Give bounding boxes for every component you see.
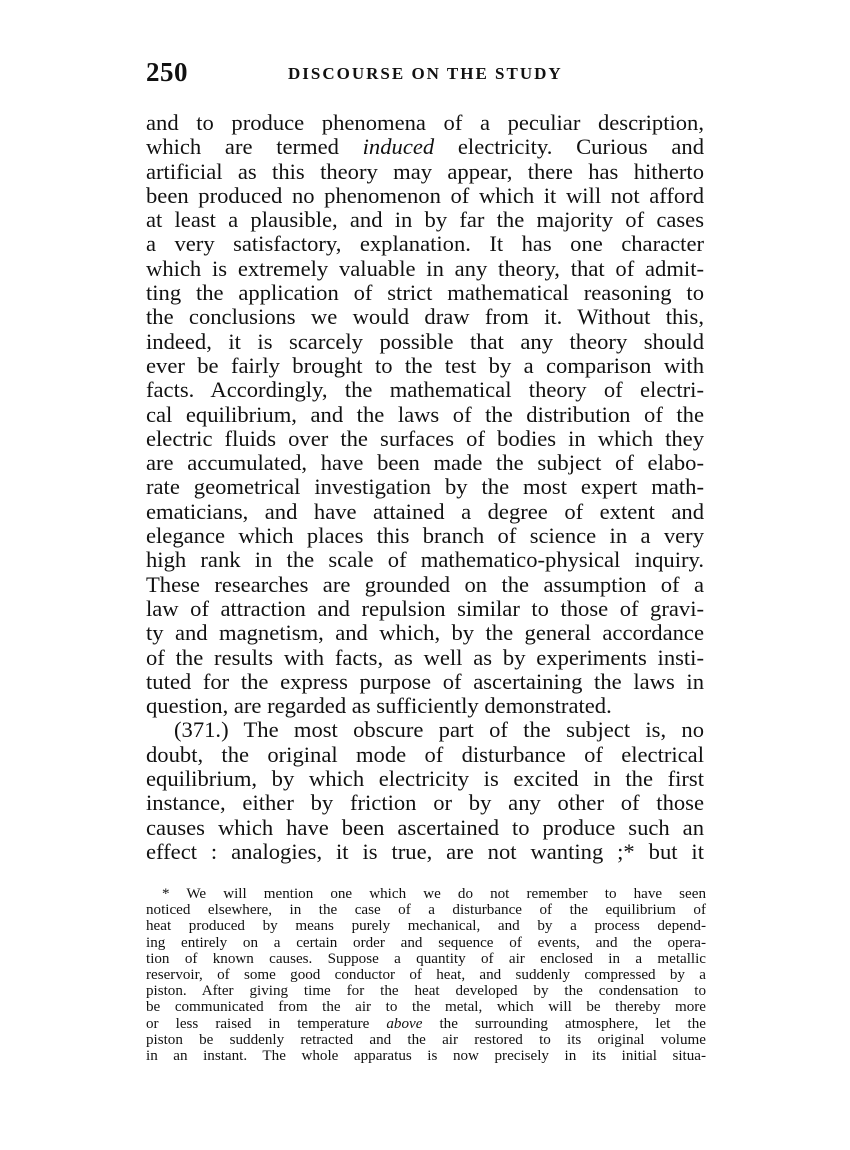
- body-line: tuted for the express purpose of ascertaining the laws in: [146, 668, 704, 694]
- body-line: equilibrium, by which electricity is excited in the first: [146, 766, 704, 792]
- body-line: law of attraction and repulsion similar to those of gravi-: [146, 595, 704, 621]
- body-line: ematicians, and have attained a degree of extent and: [146, 498, 704, 524]
- footnote-line: * We will mention one which we do not remember to have seen: [162, 886, 706, 902]
- body-line: question, are regarded as sufficiently demonstrated.: [146, 693, 612, 719]
- body-line: rate geometrical investigation by the most expert math-: [146, 474, 704, 500]
- body-line: been produced no phenomenon of which it will not afford: [146, 182, 704, 208]
- footnote: [146, 886, 706, 1064]
- body-line: ty and magnetism, and which, by the general accordance: [146, 620, 704, 646]
- body-line: doubt, the original mode of disturbance of electrical: [146, 741, 704, 767]
- footnote-line: heat produced by means purely mechanical, and by a process depend-: [146, 918, 706, 935]
- footnote-line: piston. After giving time for the heat developed by the condensation to: [146, 983, 706, 1000]
- body-line: are accumulated, have been made the subject of elabo-: [146, 450, 704, 476]
- footnote-line: be communicated from the air to the metal, which will be thereby more: [146, 999, 706, 1016]
- footnote-line: ing entirely on a certain order and sequence of events, and the opera-: [146, 934, 706, 951]
- footnote-line: piston be suddenly retracted and the air restored to its original volume: [146, 1031, 706, 1048]
- footnote-line: or less raised in temperature above the surrounding atmosphere, let the: [146, 1015, 706, 1032]
- footnote-line: reservoir, of some good conductor of heat, and suddenly compressed by a: [146, 967, 706, 984]
- body-line: at least a plausible, and in by far the majority of cases: [146, 207, 704, 233]
- body-line: artificial as this theory may appear, there has hitherto: [146, 158, 704, 184]
- body-line: causes which have been ascertained to produce such an: [146, 814, 704, 840]
- body-line: These researches are grounded on the assumption of a: [146, 571, 704, 597]
- body-line: cal equilibrium, and the laws of the distribution of the: [146, 401, 704, 427]
- body-line: and to produce phenomena of a peculiar description,: [146, 110, 704, 135]
- body-text: [146, 111, 704, 864]
- body-line: electric fluids over the surfaces of bodies in which they: [146, 425, 704, 451]
- paragraph-start-line: (371.) The most obscure part of the subject is, no: [174, 717, 704, 743]
- body-line: high rank in the scale of mathematico-physical inquiry.: [146, 547, 704, 573]
- body-line: instance, either by friction or by any other of those: [146, 790, 704, 816]
- body-line: the conclusions we would draw from it. Without this,: [146, 304, 704, 330]
- body-line: a very satisfactory, explanation. It has one character: [146, 231, 704, 257]
- body-line: facts. Accordingly, the mathematical theory of electri-: [146, 377, 704, 403]
- body-line: indeed, it is scarcely possible that any theory should: [146, 328, 704, 354]
- body-line: which are termed induced electricity. Curious and: [146, 134, 704, 160]
- body-line: elegance which places this branch of science in a very: [146, 523, 704, 549]
- body-line: ting the application of strict mathematical reasoning to: [146, 280, 704, 306]
- page-number: 250: [146, 57, 188, 87]
- body-line: of the results with facts, as well as by experiments insti-: [146, 644, 704, 670]
- footnote-line: in an instant. The whole apparatus is now precisely in its initial situa-: [146, 1048, 706, 1065]
- body-line: ever be fairly brought to the test by a comparison with: [146, 352, 704, 378]
- body-line: effect : analogies, it is true, are not wanting ;* but it: [146, 838, 704, 864]
- footnote-line: tion of known causes. Suppose a quantity of air enclosed in a metallic: [146, 950, 706, 967]
- italic-word: above: [386, 1015, 423, 1032]
- body-line: which is extremely valuable in any theory, that of admit-: [146, 255, 704, 281]
- running-head: DISCOURSE ON THE STUDY: [288, 64, 563, 83]
- footnote-line: noticed elsewhere, in the case of a disturbance of the equilibrium of: [146, 902, 706, 919]
- italic-word: induced: [362, 134, 435, 160]
